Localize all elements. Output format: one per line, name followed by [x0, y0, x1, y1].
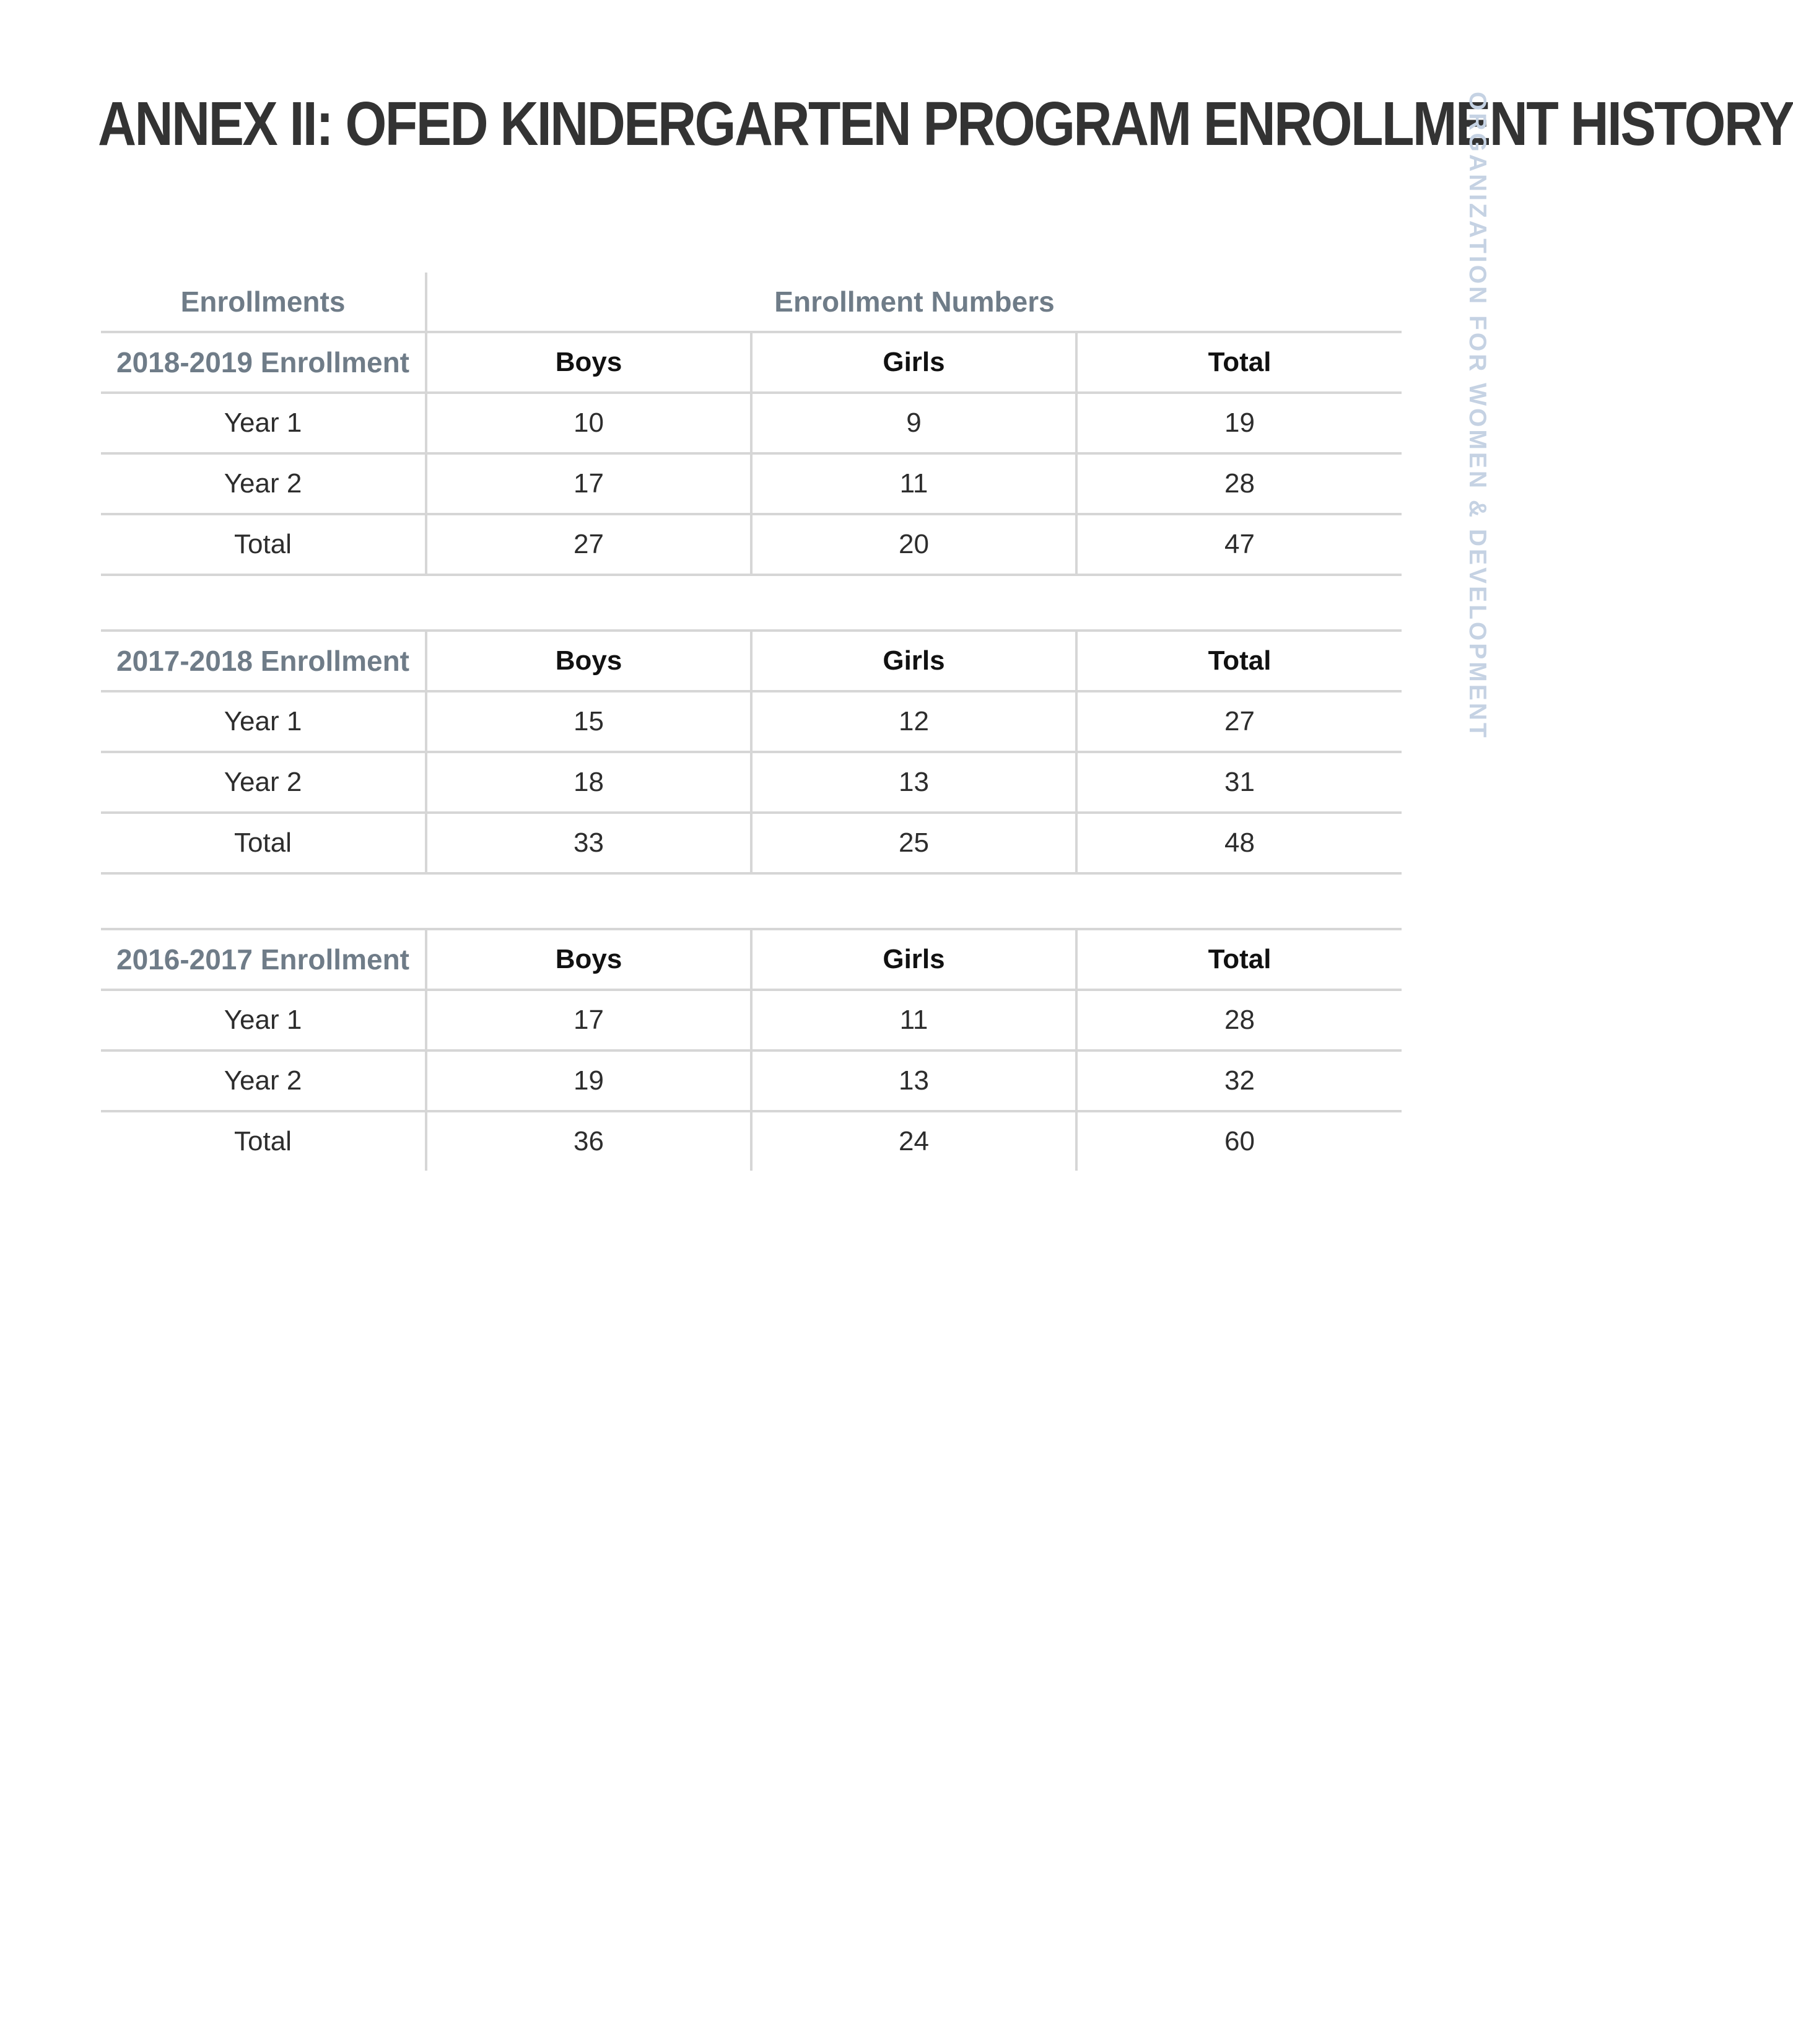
section-header-row	[101, 929, 1402, 990]
column-header-girls: Girls	[751, 631, 1076, 691]
cell-total: 48	[1076, 813, 1402, 873]
section-label: 2016-2017 Enrollment	[101, 929, 426, 990]
row-label: Year 1	[101, 990, 426, 1050]
section-header-row	[101, 332, 1402, 393]
spacer-cell	[101, 873, 1402, 929]
cell-total: 31	[1076, 752, 1402, 813]
cell-girls: 13	[751, 752, 1076, 813]
row-label: Year 2	[101, 1050, 426, 1111]
row-label: Year 1	[101, 393, 426, 453]
row-label: Total	[101, 514, 426, 575]
section-header-row	[101, 631, 1402, 691]
table-row	[101, 393, 1402, 453]
table-row	[101, 752, 1402, 813]
cell-boys: 15	[426, 691, 751, 752]
spacer-cell	[101, 575, 1402, 631]
row-label: Year 1	[101, 691, 426, 752]
enrollment-numbers-header: Enrollment Numbers	[426, 273, 1402, 332]
column-header-boys: Boys	[426, 332, 751, 393]
column-header-total: Total	[1076, 332, 1402, 393]
cell-total: 60	[1076, 1111, 1402, 1171]
cell-total: 27	[1076, 691, 1402, 752]
row-label: Year 2	[101, 752, 426, 813]
section-label: 2018-2019 Enrollment	[101, 332, 426, 393]
table-row	[101, 990, 1402, 1050]
column-header-girls: Girls	[751, 332, 1076, 393]
cell-boys: 19	[426, 1050, 751, 1111]
table-header-row	[101, 273, 1402, 332]
cell-total: 19	[1076, 393, 1402, 453]
cell-boys: 18	[426, 752, 751, 813]
cell-boys: 33	[426, 813, 751, 873]
organization-side-label: ORGANIZATION FOR WOMEN & DEVELOPMENT	[1464, 92, 1491, 740]
cell-boys: 36	[426, 1111, 751, 1171]
column-header-boys: Boys	[426, 631, 751, 691]
row-label: Year 2	[101, 453, 426, 514]
enrollment-history-table	[101, 273, 1402, 1171]
cell-boys: 17	[426, 990, 751, 1050]
cell-girls: 24	[751, 1111, 1076, 1171]
cell-girls: 20	[751, 514, 1076, 575]
column-header-total: Total	[1076, 631, 1402, 691]
page-title: ANNEX II: OFED KINDERGARTEN PROGRAM ENROLLMENT HISTORY	[98, 89, 1793, 159]
cell-boys: 17	[426, 453, 751, 514]
cell-boys: 10	[426, 393, 751, 453]
cell-girls: 25	[751, 813, 1076, 873]
column-header-girls: Girls	[751, 929, 1076, 990]
cell-total: 28	[1076, 453, 1402, 514]
table-row	[101, 453, 1402, 514]
cell-boys: 27	[426, 514, 751, 575]
row-label: Total	[101, 813, 426, 873]
column-header-total: Total	[1076, 929, 1402, 990]
table-row	[101, 691, 1402, 752]
table-row	[101, 813, 1402, 873]
enrollments-header: Enrollments	[101, 273, 426, 332]
cell-girls: 11	[751, 990, 1076, 1050]
cell-girls: 13	[751, 1050, 1076, 1111]
column-header-boys: Boys	[426, 929, 751, 990]
section-label: 2017-2018 Enrollment	[101, 631, 426, 691]
cell-girls: 11	[751, 453, 1076, 514]
cell-girls: 12	[751, 691, 1076, 752]
cell-total: 47	[1076, 514, 1402, 575]
section-spacer	[101, 873, 1402, 929]
row-label: Total	[234, 1126, 292, 1156]
cell-total: 28	[1076, 990, 1402, 1050]
table-row	[101, 1050, 1402, 1111]
section-spacer	[101, 575, 1402, 631]
table-row	[101, 514, 1402, 575]
cell-girls: 9	[751, 393, 1076, 453]
cell-total: 32	[1076, 1050, 1402, 1111]
table-row	[101, 1111, 1402, 1171]
